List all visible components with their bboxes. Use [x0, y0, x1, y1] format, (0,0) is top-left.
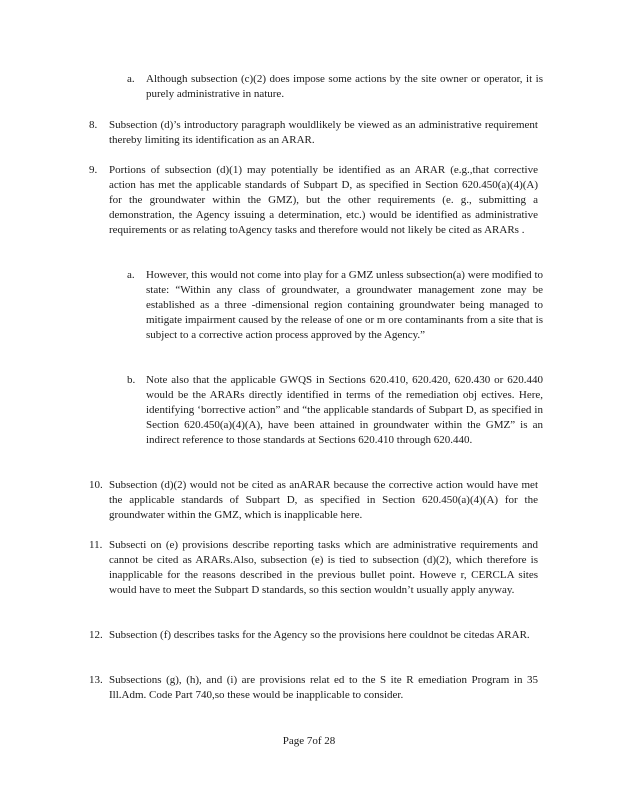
list-item-marker: 10.: [89, 479, 103, 491]
list-item-8: [89, 118, 538, 148]
list-item-text: Subsection (d)(2) would not be cited as anARAR because the corrective action would have met the applicable standards of Subpart D, as specified in Section 620.450(a)(4)(A) for the groundwater within the GMZ, which is inapplicable here.: [109, 479, 538, 521]
list-item-marker: 13.: [89, 674, 103, 686]
list-item-marker: 8.: [89, 119, 98, 131]
list-item-13: [89, 673, 538, 703]
list-item-text: Subsecti on (e) provisions describe reporting tasks which are administrative requirements and cannot be cited as ARARs.Also, subsection (e) is tied to subsection (d)(2), which therefore is inapplicable for the reasons described in the previous bullet point. Howeve r, CERCLA sites would have to meet the Subpart D standards, so this section wouldn’t usually apply anyway.: [109, 539, 538, 596]
list-item-text: Subsections (g), (h), and (i) are provisions relat ed to the S ite R emediation Program in 35 Ill.Adm. Code Part 740,so these would be inapplicable to consider.: [109, 674, 538, 701]
list-item-text: Subsection (d)’s introductory paragraph wouldlikely be viewed as an administrative requirement thereby limiting its identification as an ARAR.: [109, 119, 538, 146]
list-item-marker: 12.: [89, 629, 103, 641]
page-number-footer: Page 7of 28: [282, 735, 336, 747]
list-item-marker: 9.: [89, 164, 98, 176]
list-item-text: Note also that the applicable GWQS in Sections 620.410, 620.420, 620.430 or 620.440 would be the ARARs directly identified in terms of the remediation obj ectives. Here, identifying ‘borrective action” and “the applicable standards of Subpart D, as specified in Section 620.450(a)(4)(A), have been attained in groundwater within the GMZ” is an indirect reference to those standards at Sections 620.410 through 620.440.: [146, 374, 543, 446]
list-item-9a: [127, 268, 543, 343]
list-item-marker: a.: [127, 73, 135, 85]
list-item-marker: 11.: [89, 539, 103, 551]
list-item-text: Subsection (f) describes tasks for the Agency so the provisions here couldnot be citedas ARAR.: [109, 629, 530, 641]
list-item-9b: [127, 373, 543, 448]
list-item-9: [89, 163, 538, 238]
list-item-11: [89, 538, 538, 598]
list-item-7a: [127, 72, 543, 102]
list-item-text: Portions of subsection (d)(1) may potentially be identified as an ARAR (e.g.,that corrective action has met the applicable standards of Subpart D, as specified in Section 620.450(a)(4)(A) for the groundwater within the GMZ), but the other requirements (e. g., submitting a demonstration, the Agency issuing a determination, etc.) would be identified as administrative requirements or as relating toAgency tasks and therefore would not likely be cited as ARARs .: [109, 164, 538, 236]
list-item-10: [89, 478, 538, 523]
list-item-text: However, this would not come into play for a GMZ unless subsection(a) were modified to state: “Within any class of groundwater, a groundwater management zone may be established as a three -dimensional region containing groundwater being managed to mitigate impairment caused by the release of one or m ore contaminants from a site that is subject to a corrective action process approved by the Agency.”: [146, 269, 543, 341]
list-item-marker: a.: [127, 269, 135, 281]
list-item-text: Although subsection (c)(2) does impose some actions by the site owner or operator, it is purely administrative in nature.: [146, 73, 543, 100]
list-item-marker: b.: [127, 374, 136, 386]
list-item-12: [89, 628, 538, 643]
